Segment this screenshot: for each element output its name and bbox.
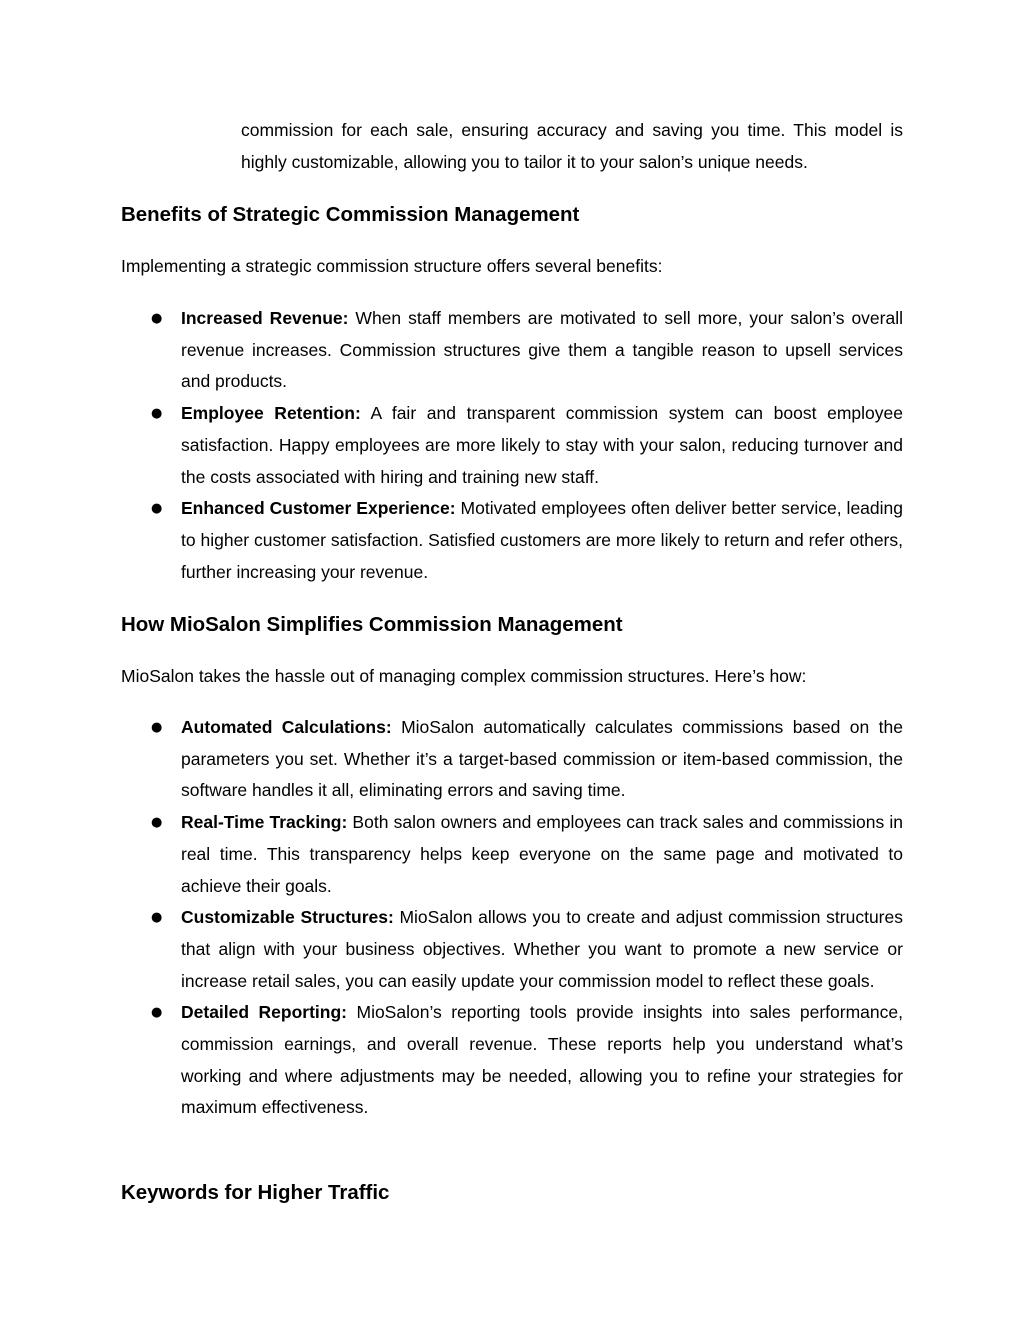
list-item [121, 807, 903, 902]
list-item-text: MioSalon’s reporting tools provide insights into sales performance, commission earnings, and overall revenue. These reports help you understand what’s working and where adjustments may be needed, allowing you to refine your strategies for maximum effectiveness. [181, 1002, 903, 1118]
bullet-icon: ● [151, 406, 163, 422]
list-item-text: Motivated employees often deliver better service, leading to higher customer satisfaction. Satisfied customers are more likely to return and refer others, further increasing your revenue. [181, 498, 903, 582]
list-item [121, 902, 903, 997]
list-item [121, 712, 903, 807]
bullet-icon: ● [151, 311, 163, 326]
list-item-term: Enhanced Customer Experience: [181, 498, 456, 519]
heading-keywords: Keywords for Higher Traffic [121, 1181, 390, 1204]
bullet-icon: ● [151, 910, 163, 926]
bullet-icon: ● [151, 815, 163, 831]
list-item-text: Both salon owners and employees can track sales and commissions in real time. This transparency helps keep everyone on the same page and motivated to achieve their goals. [181, 812, 903, 896]
list-item [121, 303, 903, 398]
bullet-icon: ● [151, 1005, 163, 1021]
continuation-paragraph: commission for each sale, ensuring accuracy and saving you time. This model is highly customizable, allowing you to tailor it to your salon’s unique needs. [241, 120, 903, 172]
list-item-term: Detailed Reporting: [181, 1002, 348, 1023]
list-item [121, 493, 903, 588]
list-item-term: Real-Time Tracking: [181, 812, 348, 833]
benefits-list [121, 303, 903, 588]
list-item-term: Customizable Structures: [181, 907, 394, 928]
intro-benefits: Implementing a strategic commission structure offers several benefits: [121, 256, 663, 276]
bullet-icon: ● [151, 720, 163, 735]
list-item-text: MioSalon automatically calculates commissions based on the parameters you set. Whether it’s a target-based commission or item-based commission, the software handles it all, eliminating errors and saving time. [181, 717, 903, 801]
list-item [121, 997, 903, 1124]
list-item [121, 398, 903, 493]
list-item-text: A fair and transparent commission system can boost employee satisfaction. Happy employees are more likely to stay with your salon, reducing turnover and the costs associated with hiring and training new staff. [181, 403, 903, 487]
list-item-text: When staff members are motivated to sell more, your salon’s overall revenue increases. Commission structures give them a tangible reason to upsell services and products. [181, 308, 903, 392]
heading-miosalon: How MioSalon Simplifies Commission Management [121, 613, 623, 636]
bullet-icon: ● [151, 501, 163, 517]
list-item-text: MioSalon allows you to create and adjust commission structures that align with your business objectives. Whether you want to promote a new service or increase retail sales, you can easily update your commission model to reflect these goals. [181, 907, 903, 991]
heading-benefits: Benefits of Strategic Commission Management [121, 203, 580, 226]
miosalon-list [121, 712, 903, 1124]
intro-miosalon: MioSalon takes the hassle out of managing complex commission structures. Here’s how: [121, 666, 807, 686]
list-item-term: Increased Revenue: [181, 308, 349, 328]
list-item-term: Employee Retention: [181, 403, 361, 424]
list-item-term: Automated Calculations: [181, 717, 392, 737]
